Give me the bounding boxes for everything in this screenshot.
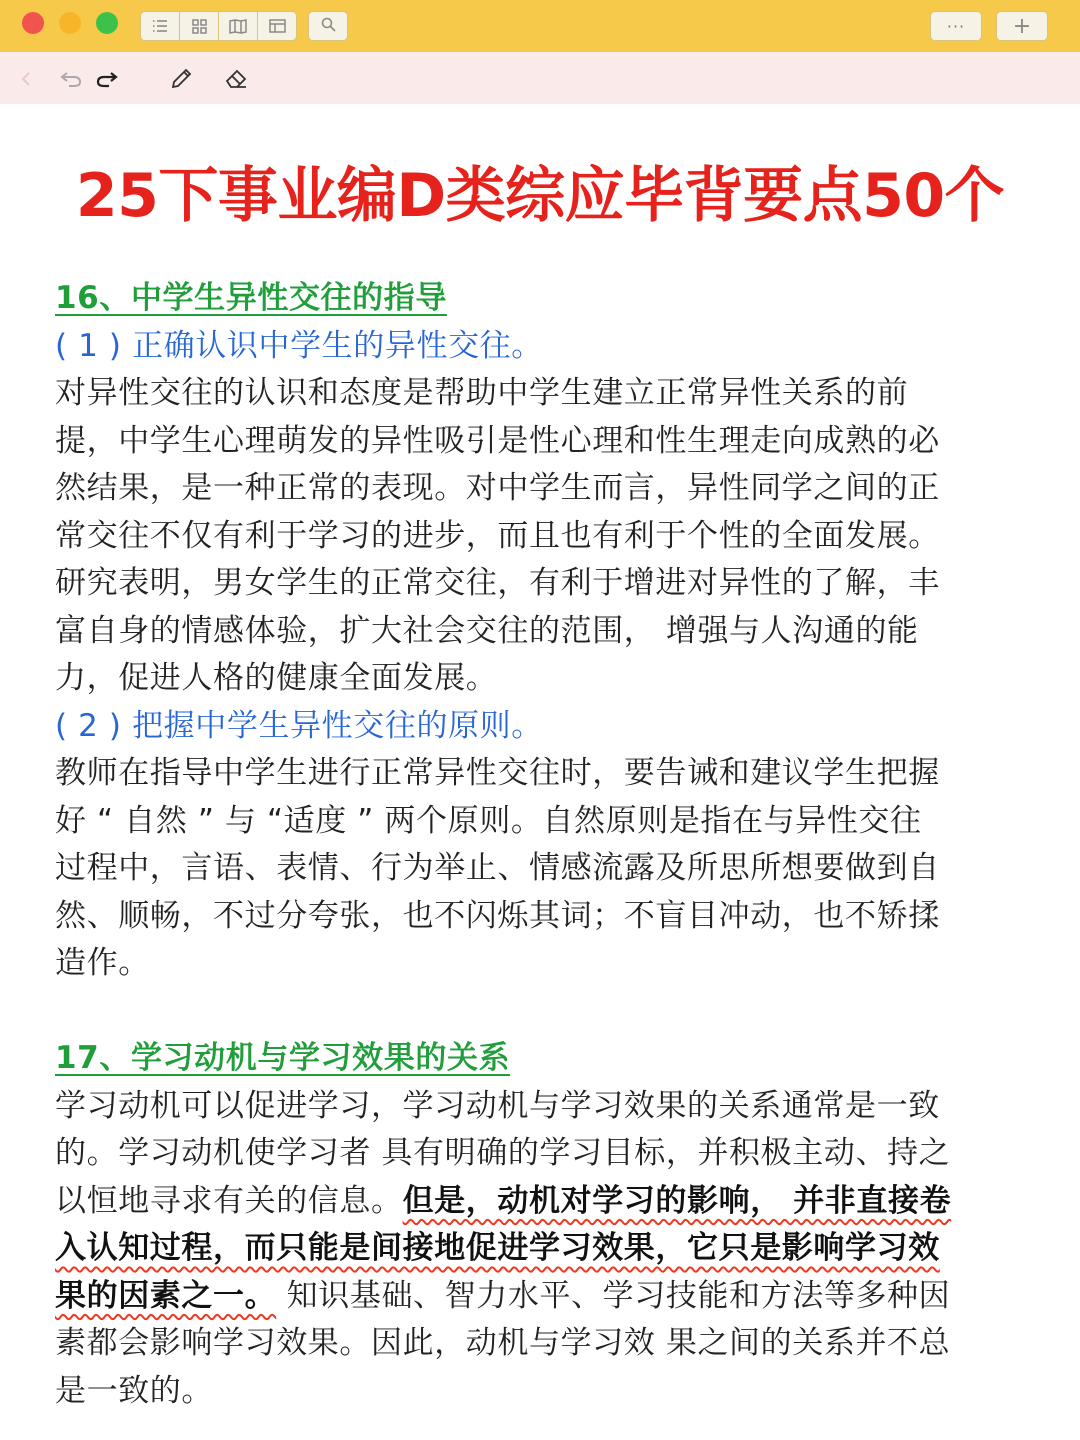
paragraph-line: 研究表明，男女学生的正常交往，有利于增进对异性的了解，丰 bbox=[55, 565, 940, 601]
back-chevron-icon[interactable] bbox=[18, 66, 34, 92]
add-label: + bbox=[1012, 13, 1032, 39]
editing-toolbar bbox=[0, 52, 1080, 104]
undo-icon[interactable] bbox=[58, 66, 84, 92]
more-options-label: ··· bbox=[946, 16, 966, 36]
eraser-icon[interactable] bbox=[224, 66, 250, 92]
minimize-window-button[interactable] bbox=[59, 12, 81, 34]
paragraph-line: 教师在指导中学生进行正常异性交往时，要告诫和建议学生把握 bbox=[55, 755, 940, 791]
paragraph-line: 常交往不仅有利于学习的进步，而且也有利于个性的全面发展。 bbox=[55, 517, 940, 554]
section-16-heading: 16、中学生异性交往的指导 bbox=[55, 280, 447, 316]
highlighted-text: 果的因素之一。 bbox=[55, 1277, 277, 1314]
section-17-heading: 17、学习动机与学习效果的关系 bbox=[55, 1040, 511, 1076]
paragraph-line bbox=[55, 1225, 1045, 1273]
pencil-icon[interactable] bbox=[168, 66, 194, 92]
section-16-subheading-1: ( 1 ) 正确认识中学生的异性交往。 bbox=[55, 327, 543, 364]
grid-view-icon[interactable] bbox=[180, 12, 219, 40]
view-mode-segmented-control bbox=[140, 11, 297, 41]
paragraph-line: 学习动机可以促进学习，学习动机与学习效果的关系通常是一致 bbox=[55, 1087, 940, 1124]
paragraph-line bbox=[55, 1178, 1045, 1226]
close-window-button[interactable] bbox=[22, 12, 44, 34]
paragraph-line: 造作。 bbox=[55, 945, 150, 981]
paragraph-line: 富自身的情感体验，扩大社会交往的范围， 增强与人沟通的能 bbox=[55, 612, 919, 649]
paragraph-line: 好 “ 自然 ” 与 “适度 ” 两个原则。自然原则是指在与异性交往 bbox=[55, 802, 922, 839]
paragraph-text: 知识基础、智力水平、学习技能和方法等多种因 bbox=[276, 1277, 951, 1314]
list-view-icon[interactable] bbox=[141, 12, 180, 40]
paragraph-line: 素都会影响学习效果。因此，动机与学习效 果之间的关系并不总 bbox=[55, 1325, 951, 1361]
paragraph-line: 然、顺畅，不过分夸张，也不闪烁其词；不盲目冲动，也不矫揉 bbox=[55, 897, 940, 934]
window-titlebar bbox=[0, 0, 1080, 52]
highlighted-text: 但是，动机对学习的影响， 并非直接卷 bbox=[402, 1182, 952, 1219]
paragraph-line bbox=[55, 1273, 1045, 1321]
section-spacer bbox=[55, 988, 1045, 1036]
paragraph-line: 过程中，言语、表情、行为举止、情感流露及所思所想要做到自 bbox=[55, 850, 940, 886]
zoom-window-button[interactable] bbox=[96, 12, 118, 34]
document-body bbox=[55, 275, 1045, 1415]
section-16-subheading-2: ( 2 ) 把握中学生异性交往的原则。 bbox=[55, 707, 543, 744]
book-icon[interactable] bbox=[219, 12, 258, 40]
more-options-button[interactable] bbox=[930, 11, 982, 41]
search-button[interactable] bbox=[308, 11, 348, 41]
paragraph-line: 然结果，是一种正常的表现。对中学生而言，异性同学之间的正 bbox=[55, 470, 940, 506]
paragraph-line: 力，促进人格的健康全面发展。 bbox=[55, 660, 498, 696]
add-button[interactable] bbox=[996, 11, 1048, 41]
paragraph-line: 是一致的。 bbox=[55, 1372, 213, 1409]
table-icon[interactable] bbox=[258, 12, 296, 40]
search-icon bbox=[321, 17, 336, 36]
redo-icon[interactable] bbox=[94, 66, 120, 92]
paragraph-line: 的。学习动机使学习者 具有明确的学习目标，并积极主动、持之 bbox=[55, 1135, 951, 1171]
paragraph-text: 以恒地寻求有关的信息。 bbox=[55, 1182, 403, 1219]
paragraph-line: 提，中学生心理萌发的异性吸引是性心理和性生理走向成熟的必 bbox=[55, 422, 940, 459]
document-title: 25下事业编D类综应毕背要点50个 bbox=[75, 161, 1005, 231]
highlighted-text: 入认知过程，而只能是间接地促进学习效果，它只是影响学习效 bbox=[55, 1230, 940, 1266]
paragraph-line: 对异性交往的认识和态度是帮助中学生建立正常异性关系的前 bbox=[55, 375, 909, 411]
